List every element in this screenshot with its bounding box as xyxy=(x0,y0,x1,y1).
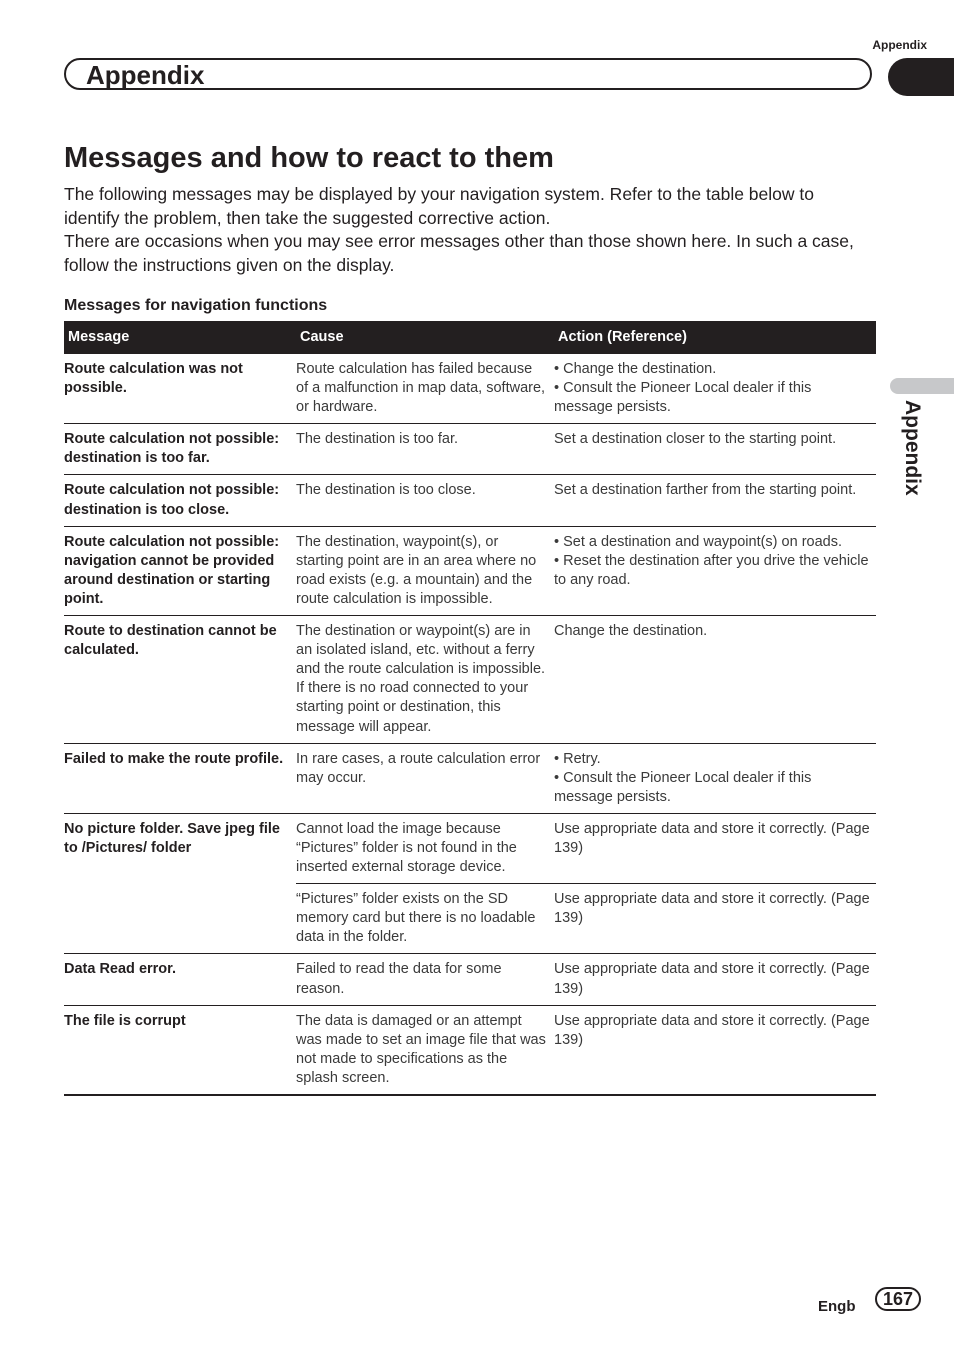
cause-cell: The data is damaged or an attempt was made to set an image file that was not made to specifications as the splash screen. xyxy=(296,1005,554,1095)
action-cell: • Retry. • Consult the Pioneer Local dealer if this message persists. xyxy=(554,743,876,813)
table-title: Messages for navigation functions xyxy=(64,297,328,314)
page-number: 167 xyxy=(875,1287,921,1311)
section-header-title: Appendix xyxy=(86,60,205,90)
side-section-label: Appendix xyxy=(901,400,924,496)
cause-cell: The destination, waypoint(s), or starting point are in an area where no road exists (e.g. a mountain) and the route calculation is impossible. xyxy=(296,526,554,615)
intro-paragraph-1: The following messages may be displayed by your navigation system. Refer to the table below to identify the problem, then take the suggested corrective action. xyxy=(64,184,814,228)
action-cell: • Set a destination and waypoint(s) on roads. • Reset the destination after you drive the vehicle to any road. xyxy=(554,526,876,615)
column-header-action: Action (Reference) xyxy=(554,321,876,354)
action-cell: Use appropriate data and store it correctly. (Page 139) xyxy=(554,1005,876,1095)
action-cell: • Change the destination. • Consult the Pioneer Local dealer if this message persists. xyxy=(554,354,876,424)
section-header-tab xyxy=(888,58,954,96)
action-cell: Set a destination farther from the starting point. xyxy=(554,475,876,526)
cause-cell: The destination or waypoint(s) are in an isolated island, etc. without a ferry and the route calculation is impossible. If there is no road connected to your starting point or destination, this message will appear. xyxy=(296,616,554,744)
cause-cell: In rare cases, a route calculation error may occur. xyxy=(296,743,554,813)
table-row xyxy=(64,354,876,424)
section-header xyxy=(64,58,872,90)
table-header-row xyxy=(64,321,876,354)
messages-table xyxy=(64,321,876,1096)
message-cell: Route calculation was not possible. xyxy=(64,354,296,424)
table-row xyxy=(64,1005,876,1095)
table-row xyxy=(64,475,876,526)
table-row xyxy=(64,616,876,744)
message-cell: Data Read error. xyxy=(64,954,296,1005)
running-header-label: Appendix xyxy=(872,38,927,52)
action-cell: Use appropriate data and store it correctly. (Page 139) xyxy=(554,954,876,1005)
table-row xyxy=(64,743,876,813)
cause-cell: The destination is too close. xyxy=(296,475,554,526)
table-row xyxy=(64,526,876,615)
cause-cell: Cannot load the image because “Pictures” folder is not found in the inserted external storage device. xyxy=(296,813,554,883)
table-row xyxy=(64,954,876,1005)
footer-language-code: Engb xyxy=(818,1298,856,1315)
cause-cell: Failed to read the data for some reason. xyxy=(296,954,554,1005)
message-cell: No picture folder. Save jpeg file to /Pictures/ folder xyxy=(64,813,296,954)
message-cell: Failed to make the route profile. xyxy=(64,743,296,813)
cause-cell: Route calculation has failed because of a malfunction in map data, software, or hardware. xyxy=(296,354,554,424)
column-header-message: Message xyxy=(64,321,296,354)
side-thumb-tab xyxy=(890,378,954,394)
message-cell: Route to destination cannot be calculated. xyxy=(64,616,296,744)
intro-paragraph-2: There are occasions when you may see error messages other than those shown here. In such a case, follow the instructions given on the display. xyxy=(64,231,854,275)
message-cell: Route calculation not possible: destination is too far. xyxy=(64,424,296,475)
action-cell: Use appropriate data and store it correctly. (Page 139) xyxy=(554,884,876,954)
intro-text xyxy=(64,183,864,277)
table-row xyxy=(64,424,876,475)
message-cell: Route calculation not possible: navigation cannot be provided around destination or starting point. xyxy=(64,526,296,615)
cause-cell: The destination is too far. xyxy=(296,424,554,475)
table-row xyxy=(64,813,876,883)
action-cell: Use appropriate data and store it correctly. (Page 139) xyxy=(554,813,876,883)
message-cell: The file is corrupt xyxy=(64,1005,296,1095)
message-cell: Route calculation not possible: destination is too close. xyxy=(64,475,296,526)
page-title: Messages and how to react to them xyxy=(64,142,554,174)
column-header-cause: Cause xyxy=(296,321,554,354)
cause-cell: “Pictures” folder exists on the SD memory card but there is no loadable data in the folder. xyxy=(296,884,554,954)
action-cell: Set a destination closer to the starting point. xyxy=(554,424,876,475)
action-cell: Change the destination. xyxy=(554,616,876,744)
